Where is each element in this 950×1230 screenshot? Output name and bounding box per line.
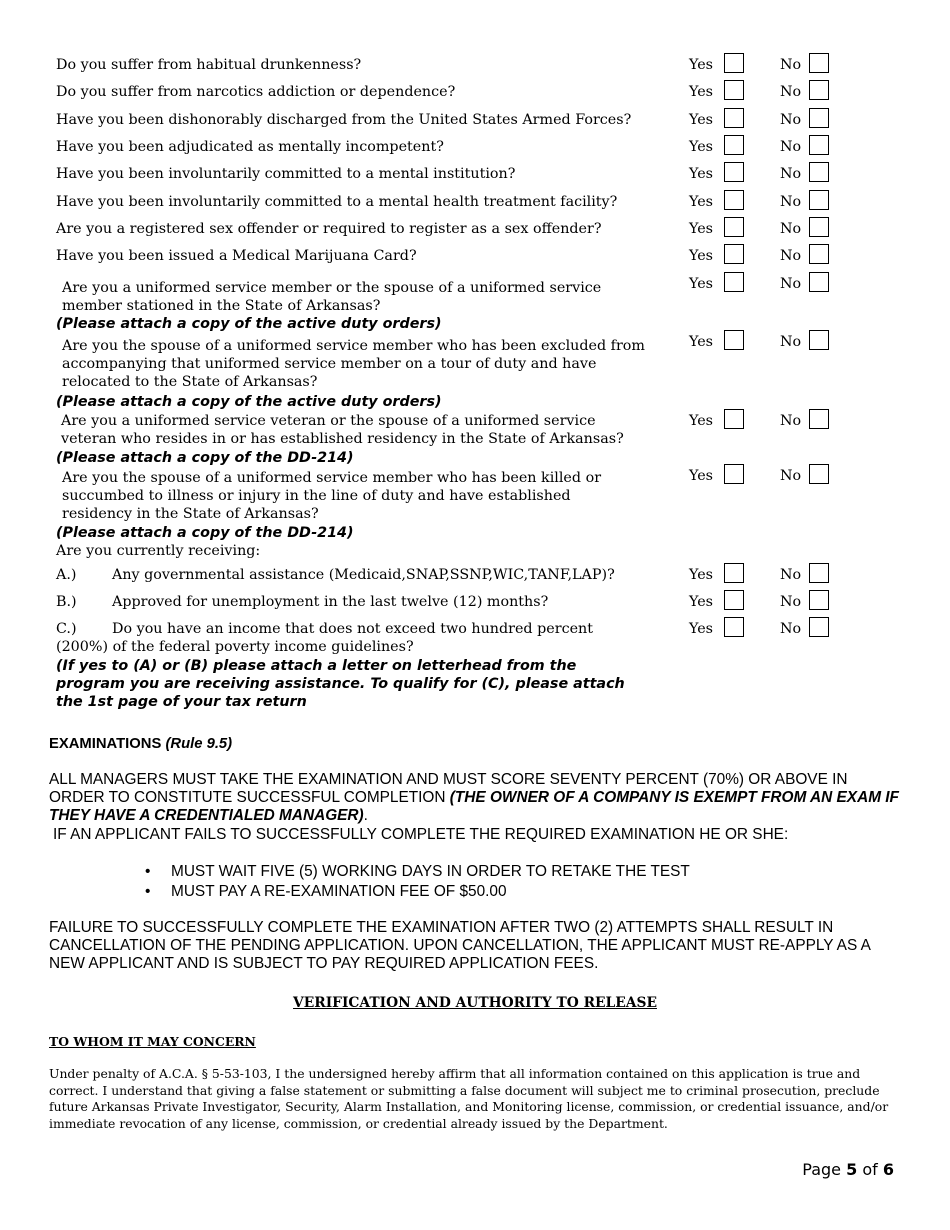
- exam-paragraph-1: [49, 771, 899, 825]
- question-12: Are you the spouse of a uniformed service member who has been killed or succumbed to illness or injury in the line of duty and have established residency in the State of Arkansas?: [62, 470, 602, 522]
- note-active-duty-1: (Please attach a copy of the active duty orders): [56, 316, 442, 332]
- page-number: [802, 1160, 894, 1179]
- question-7: Are you a registered sex offender or required to register as a sex offender?: [56, 221, 602, 237]
- no-label-5: No: [780, 166, 802, 182]
- exam-bullet-1: • MUST WAIT FIVE (5) WORKING DAYS IN ORDER TO RETAKE THE TEST: [145, 862, 690, 882]
- exam-heading-text: EXAMINATIONS: [49, 736, 162, 752]
- yes-label-6: Yes: [689, 194, 713, 210]
- receiving-a-text: Any governmental assistance (Medicaid,SNAP,SSNP,WIC,TANF,LAP)?: [112, 567, 615, 583]
- no-label-7: No: [780, 221, 802, 237]
- yes-checkbox-9[interactable]: [724, 272, 744, 292]
- yes-label-2: Yes: [689, 84, 713, 100]
- exam-bullet-2: • MUST PAY A RE-EXAMINATION FEE OF $50.00: [145, 882, 690, 902]
- yes-checkbox-5[interactable]: [724, 162, 744, 182]
- receiving-c-text-2: (200%) of the federal poverty income guidelines?: [56, 639, 414, 655]
- yes-checkbox-12[interactable]: [724, 464, 744, 484]
- no-label-13: No: [780, 567, 802, 583]
- yes-checkbox-3[interactable]: [724, 108, 744, 128]
- no-checkbox-13[interactable]: [809, 563, 829, 583]
- no-label-1: No: [780, 57, 802, 73]
- no-checkbox-10[interactable]: [809, 330, 829, 350]
- question-10: Are you the spouse of a uniformed service member who has been excluded from accompanying that uniformed service member on a tour of duty and have relocated to the State of Arkansas?: [62, 338, 645, 390]
- page-of: of: [862, 1160, 878, 1179]
- no-checkbox-15[interactable]: [809, 617, 829, 637]
- question-4: Have you been adjudicated as mentally incompetent?: [56, 139, 444, 155]
- no-label-10: No: [780, 334, 802, 350]
- no-checkbox-12[interactable]: [809, 464, 829, 484]
- page-total: 6: [882, 1160, 894, 1179]
- yes-checkbox-1[interactable]: [724, 53, 744, 73]
- exam-paragraph-1-end: .: [363, 807, 368, 824]
- exam-paragraph-1-text: ALL MANAGERS MUST TAKE THE EXAMINATION AND MUST SCORE SEVENTY PERCENT (70%) OR ABOVE IN ORDER TO CONSTITUTE SUCCESSFUL COMPLETION: [49, 771, 848, 806]
- question-6: Have you been involuntarily committed to a mental health treatment facility?: [56, 194, 618, 210]
- yes-label-1: Yes: [689, 57, 713, 73]
- question-3: Have you been dishonorably discharged from the United States Armed Forces?: [56, 112, 632, 128]
- question-2: Do you suffer from narcotics addiction or dependence?: [56, 84, 456, 100]
- note-dd214-2: (Please attach a copy of the DD-214): [56, 525, 354, 541]
- yes-checkbox-13[interactable]: [724, 563, 744, 583]
- question-5: Have you been involuntarily committed to a mental institution?: [56, 166, 516, 182]
- exam-heading: [49, 736, 232, 752]
- no-label-8: No: [780, 248, 802, 264]
- yes-label-12: Yes: [689, 468, 713, 484]
- yes-label-7: Yes: [689, 221, 713, 237]
- yes-label-14: Yes: [689, 594, 713, 610]
- yes-label-3: Yes: [689, 112, 713, 128]
- yes-checkbox-4[interactable]: [724, 135, 744, 155]
- no-label-15: No: [780, 621, 802, 637]
- no-label-12: No: [780, 468, 802, 484]
- note-active-duty-2: (Please attach a copy of the active duty orders): [56, 394, 442, 410]
- yes-checkbox-11[interactable]: [724, 409, 744, 429]
- yes-label-5: Yes: [689, 166, 713, 182]
- verification-title: VERIFICATION AND AUTHORITY TO RELEASE: [293, 995, 657, 1011]
- yes-label-4: Yes: [689, 139, 713, 155]
- exam-paragraph-3: FAILURE TO SUCCESSFULLY COMPLETE THE EXAMINATION AFTER TWO (2) ATTEMPTS SHALL RESULT IN CANCELLATION OF THE PENDING APPLICATION. UPON CANCELLATION, THE APPLICANT MUST RE-APPLY AS A NEW APPLICANT AND IS SUBJECT TO PAY REQUIRED APPLICATION FEES.: [49, 919, 871, 972]
- question-9: Are you a uniformed service member or the spouse of a uniformed service member stationed in the State of Arkansas?: [62, 280, 602, 314]
- no-checkbox-8[interactable]: [809, 244, 829, 264]
- receiving-b-letter: B.): [56, 594, 77, 610]
- yes-label-11: Yes: [689, 413, 713, 429]
- yes-label-8: Yes: [689, 248, 713, 264]
- no-label-2: No: [780, 84, 802, 100]
- receiving-intro: Are you currently receiving:: [56, 543, 261, 559]
- no-checkbox-1[interactable]: [809, 53, 829, 73]
- question-8: Have you been issued a Medical Marijuana Card?: [56, 248, 417, 264]
- exam-rule: (Rule 9.5): [165, 736, 233, 752]
- no-checkbox-5[interactable]: [809, 162, 829, 182]
- yes-label-13: Yes: [689, 567, 713, 583]
- no-label-4: No: [780, 139, 802, 155]
- question-1: Do you suffer from habitual drunkenness?: [56, 57, 362, 73]
- receiving-note: (If yes to (A) or (B) please attach a letter on letterhead from the program you are receiving assistance. To qualify for (C), please attach the 1st page of your tax return: [56, 658, 625, 710]
- page-label: Page: [802, 1160, 842, 1179]
- note-dd214-1: (Please attach a copy of the DD-214): [56, 450, 354, 466]
- no-label-3: No: [780, 112, 802, 128]
- receiving-a-letter: A.): [56, 567, 77, 583]
- yes-checkbox-15[interactable]: [724, 617, 744, 637]
- no-label-11: No: [780, 413, 802, 429]
- receiving-c-text: Do you have an income that does not exceed two hundred percent: [112, 621, 593, 637]
- exam-paragraph-2: IF AN APPLICANT FAILS TO SUCCESSFULLY COMPLETE THE REQUIRED EXAMINATION HE OR SHE:: [53, 826, 789, 843]
- yes-checkbox-14[interactable]: [724, 590, 744, 610]
- no-checkbox-7[interactable]: [809, 217, 829, 237]
- yes-label-15: Yes: [689, 621, 713, 637]
- yes-checkbox-6[interactable]: [724, 190, 744, 210]
- yes-label-9: Yes: [689, 276, 713, 292]
- no-checkbox-14[interactable]: [809, 590, 829, 610]
- exam-bullet-list: [145, 862, 690, 902]
- no-checkbox-3[interactable]: [809, 108, 829, 128]
- question-11: Are you a uniformed service veteran or the spouse of a uniformed service veteran who resides in or has established residency in the State of Arkansas?: [61, 413, 624, 447]
- no-label-6: No: [780, 194, 802, 210]
- no-checkbox-11[interactable]: [809, 409, 829, 429]
- yes-checkbox-10[interactable]: [724, 330, 744, 350]
- no-label-14: No: [780, 594, 802, 610]
- no-checkbox-4[interactable]: [809, 135, 829, 155]
- page-current: 5: [846, 1160, 858, 1179]
- no-checkbox-9[interactable]: [809, 272, 829, 292]
- no-label-9: No: [780, 276, 802, 292]
- receiving-b-text: Approved for unemployment in the last twelve (12) months?: [112, 594, 549, 610]
- yes-label-10: Yes: [689, 334, 713, 350]
- yes-checkbox-8[interactable]: [724, 244, 744, 264]
- yes-checkbox-2[interactable]: [724, 80, 744, 100]
- no-checkbox-6[interactable]: [809, 190, 829, 210]
- no-checkbox-2[interactable]: [809, 80, 829, 100]
- to-whom-heading: TO WHOM IT MAY CONCERN: [49, 1034, 256, 1049]
- receiving-c-letter: C.): [56, 621, 77, 637]
- exam-exemption-text: (THE OWNER OF A COMPANY IS EXEMPT FROM AN EXAM IF THEY HAVE A CREDENTIALED MANAGER): [49, 789, 899, 824]
- yes-checkbox-7[interactable]: [724, 217, 744, 237]
- verification-text: Under penalty of A.C.A. § 5-53-103, I the undersigned hereby affirm that all information contained on this application is true and correct. I understand that giving a false statement or submitting a false document will subject me to criminal prosecution, preclude future Arkansas Private Investigator, Security, Alarm Installation, and Monitoring license, commission, or credential issuance, and/or immediate revocation of any license, commission, or credential already issued by the Department.: [49, 1066, 889, 1131]
